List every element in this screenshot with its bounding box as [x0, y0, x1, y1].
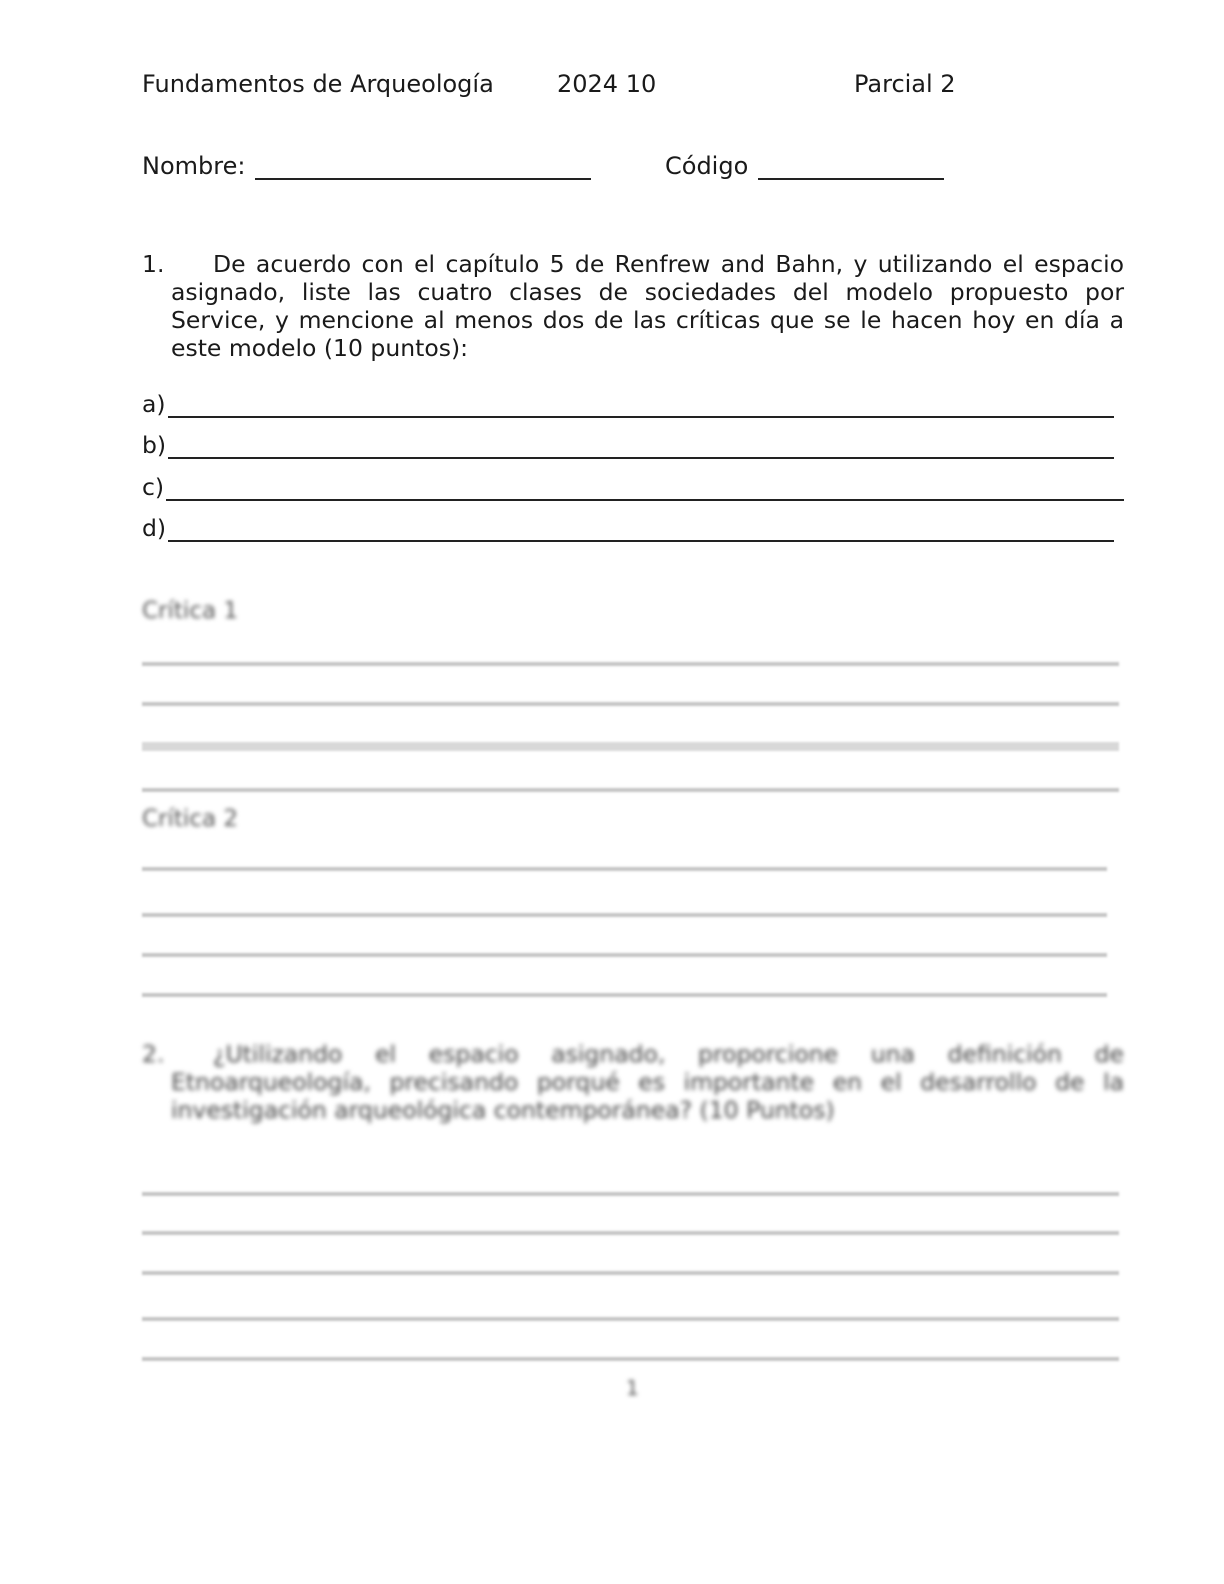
critique-1-line-3	[142, 742, 1119, 751]
answer-2-line-5	[142, 1357, 1119, 1361]
exam-title: Parcial 2	[854, 70, 956, 98]
name-label: Nombre:	[142, 152, 246, 180]
period: 2024 10	[557, 70, 657, 98]
question-1-text: De acuerdo con el capítulo 5 de Renfrew and Bahn, y utilizando el espacio asignado, liste las cuatro clases de sociedades del modelo propuesto por Service, y mencione al menos dos de las críticas que se le hacen hoy en día a este modelo (10 puntos):	[171, 250, 1124, 362]
answer-b	[142, 431, 1114, 459]
page-number: 1	[626, 1376, 639, 1400]
name-blank	[255, 158, 591, 180]
question-1-number: 1.	[142, 250, 165, 278]
answer-b-label: b)	[142, 431, 167, 459]
critique-1-line-4	[142, 788, 1119, 792]
question-2-number: 2.	[142, 1040, 165, 1068]
answer-d	[142, 514, 1114, 542]
answer-2-line-3	[142, 1271, 1119, 1275]
critique-2-line-2	[142, 913, 1107, 917]
critique-1-line-1	[142, 662, 1119, 666]
answer-c	[142, 473, 1124, 501]
code-blank	[758, 158, 944, 180]
question-2-text: ¿Utilizando el espacio asignado, proporcione una definición de Etnoarqueología, precisando porqué es importante en el desarrollo de la investigación arqueológica contemporánea? (10 Puntos)	[171, 1040, 1124, 1124]
critique-1-label: Crítica 1	[142, 598, 238, 624]
question-1	[142, 250, 1124, 362]
answer-d-label: d)	[142, 514, 167, 542]
answer-2-line-1	[142, 1192, 1119, 1196]
name-field	[142, 152, 591, 180]
code-field	[665, 152, 944, 180]
critique-2-label: Crítica 2	[142, 806, 238, 832]
critique-2-line-3	[142, 953, 1107, 957]
answer-2-line-2	[142, 1231, 1119, 1235]
critique-2-line-1	[142, 867, 1107, 871]
critique-2-line-4	[142, 993, 1107, 997]
question-2	[142, 1040, 1124, 1124]
answer-a-label: a)	[142, 390, 166, 418]
code-label: Código	[665, 152, 749, 180]
answer-2-line-4	[142, 1317, 1119, 1321]
answer-a	[142, 390, 1114, 418]
answer-c-label: c)	[142, 473, 165, 501]
course-title: Fundamentos de Arqueología	[142, 70, 494, 98]
critique-1-line-2	[142, 702, 1119, 706]
